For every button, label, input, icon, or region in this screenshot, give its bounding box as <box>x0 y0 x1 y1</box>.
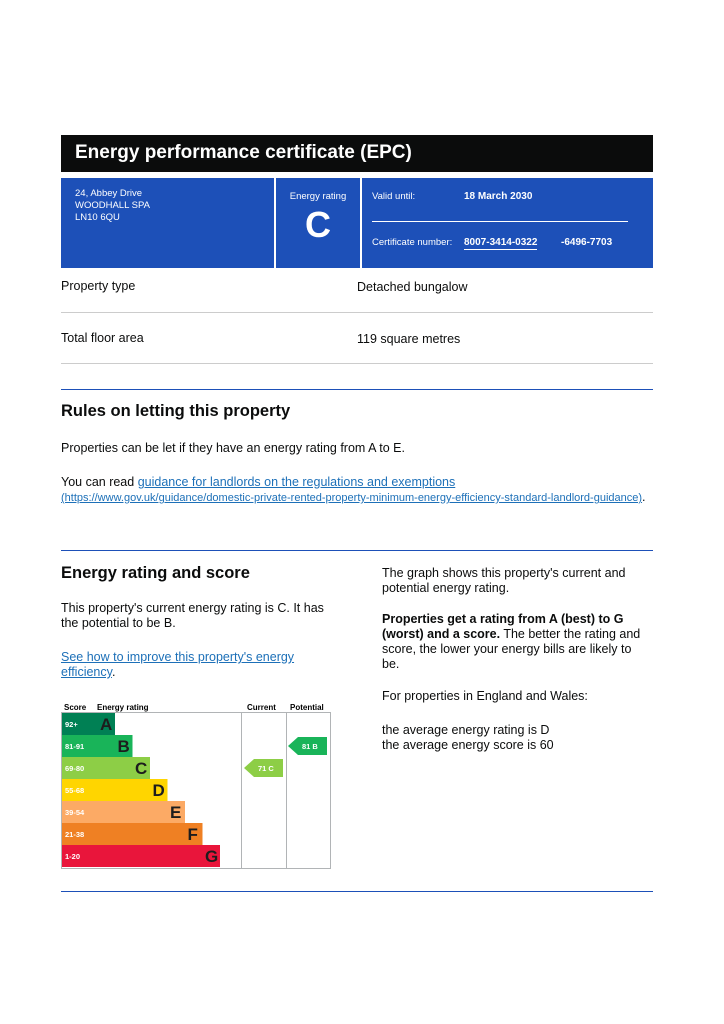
energy-rating-letter: C <box>305 204 331 245</box>
section-divider <box>61 550 653 551</box>
band-score-range: 39-54 <box>65 808 85 817</box>
band-e <box>62 801 185 823</box>
guidance-url-link[interactable]: (https://www.gov.uk/guidance/domestic-private-rented-property-minimum-energy-efficiency-standard-landlord-guidance) <box>61 492 643 504</box>
address-line-1: 24, Abbey Drive <box>75 188 143 199</box>
rating-explanation-bold: Properties get a rating from A (best) to G (worst) and a score. <box>382 612 624 641</box>
band-g <box>62 845 220 867</box>
energy-rating-box <box>274 178 362 268</box>
section-divider <box>61 891 653 892</box>
band-score-range: 69-80 <box>65 764 85 773</box>
average-info <box>382 723 650 753</box>
energy-rating-label: Energy rating <box>289 191 347 202</box>
chart-header-rating: Energy rating <box>97 703 149 712</box>
band-bar <box>93 823 203 845</box>
band-score-range: 1-20 <box>65 852 81 861</box>
band-c <box>62 757 150 779</box>
divider <box>61 312 653 313</box>
band-letter: E <box>170 803 182 822</box>
band-score-range: 21-38 <box>65 830 85 839</box>
regions-note: For properties in England and Wales: <box>382 689 588 703</box>
chart-header-potential: Potential <box>290 703 324 712</box>
energy-paragraph: This property's current energy rating is C. It has the potential to be B. <box>61 601 324 630</box>
address-line-3: LN10 6QU <box>75 212 120 223</box>
average-score: the average energy score is 60 <box>382 738 554 752</box>
band-b <box>62 735 133 757</box>
floor-area-label: Total floor area <box>61 331 144 345</box>
improve-suffix: . <box>111 665 116 679</box>
band-letter: D <box>152 781 165 800</box>
band-score-range: 92+ <box>65 720 78 729</box>
energy-heading: Energy rating and score <box>61 564 250 582</box>
band-d <box>62 779 168 801</box>
certificate-number-part-2: -6496-7703 <box>561 237 613 248</box>
guidance-suffix: . <box>642 490 646 504</box>
page-title: Energy performance certificate (EPC) <box>75 142 412 163</box>
band-bar <box>93 845 220 867</box>
valid-until-date: 18 March 2030 <box>464 191 533 202</box>
band-letter: B <box>117 737 130 756</box>
band-f <box>62 823 203 845</box>
rules-guidance-paragraph <box>61 475 651 506</box>
certificate-number-label: Certificate number: <box>372 237 453 248</box>
property-type-value: Detached bungalow <box>357 280 468 294</box>
band-score-range: 81-91 <box>65 742 85 751</box>
band-a <box>62 713 115 735</box>
divider <box>372 221 628 222</box>
guidance-prefix: You can read <box>61 475 138 489</box>
floor-area-value: 119 square metres <box>357 332 461 346</box>
property-type-label: Property type <box>61 279 136 293</box>
rating-explanation <box>382 612 650 672</box>
band-letter: C <box>135 759 148 778</box>
improve-paragraph <box>61 650 321 680</box>
divider <box>61 363 653 364</box>
current-rating-marker-label: 71 C <box>258 764 274 773</box>
section-divider <box>61 389 653 390</box>
average-rating: the average energy rating is D <box>382 723 550 737</box>
title-bar <box>61 135 653 172</box>
band-letter: A <box>100 715 113 734</box>
rating-explanation-rest: The better the rating and score, the lower your energy bills are likely to be. <box>382 627 641 671</box>
band-score-range: 55-68 <box>65 786 85 795</box>
chart-header-current: Current <box>247 703 276 712</box>
band-letter: F <box>187 825 198 844</box>
address <box>75 188 150 224</box>
band-letter: G <box>205 847 219 866</box>
address-line-2: WOODHALL SPA <box>75 200 150 211</box>
graph-explanation: The graph shows this property's current and potential energy rating. <box>382 566 626 595</box>
summary-band <box>61 178 653 268</box>
rules-heading: Rules on letting this property <box>61 402 291 420</box>
chart-header-score: Score <box>64 703 87 712</box>
valid-until-label: Valid until: <box>372 191 416 202</box>
certificate-number-part-1: 8007-3414-0322 <box>464 237 538 248</box>
guidance-link[interactable]: guidance for landlords on the regulations and exemptions <box>137 475 456 489</box>
potential-rating-marker-label: 81 B <box>302 742 318 751</box>
rules-paragraph: Properties can be let if they have an energy rating from A to E. <box>61 441 405 455</box>
improve-link[interactable]: See how to improve this property's energy efficiency <box>61 650 295 679</box>
energy-rating-chart <box>61 700 333 870</box>
